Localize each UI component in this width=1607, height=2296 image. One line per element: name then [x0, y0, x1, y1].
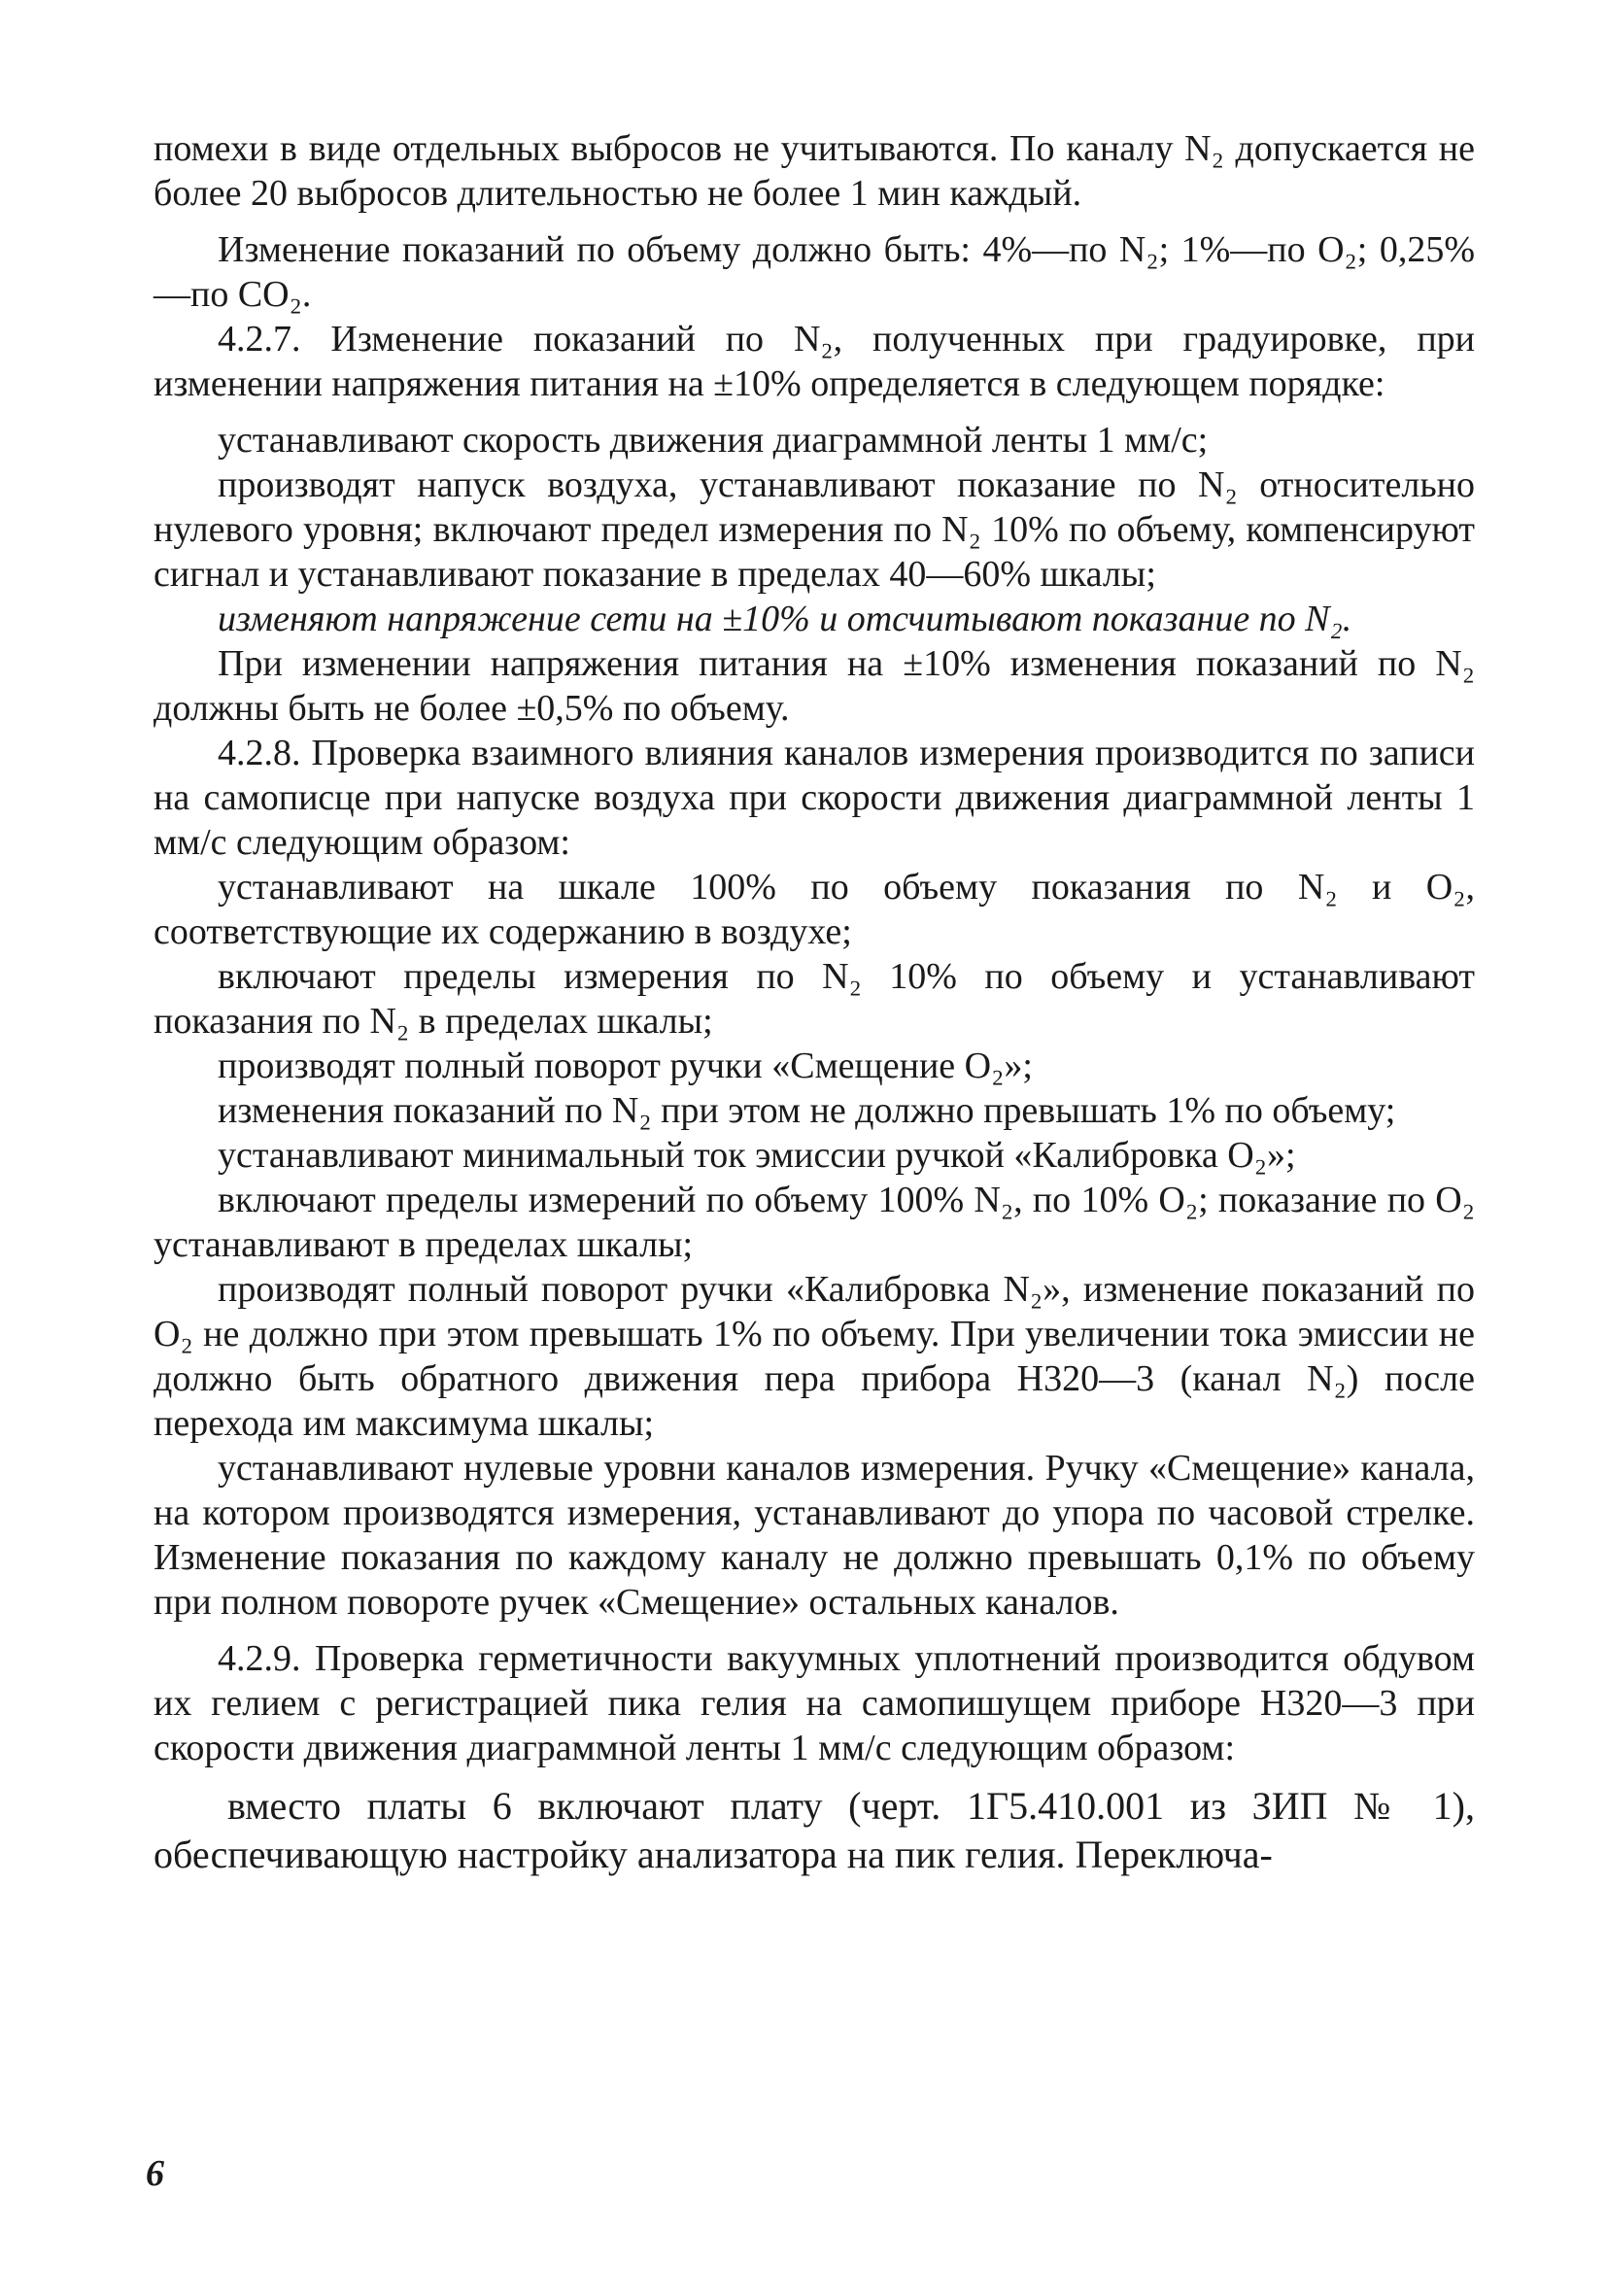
paragraph-plate-6: вместо платы 6 включают плату (черт. 1Г5.410.001 из ЗИП № 1), обеспечивающую настройку анализатора на пик гелия. Переключа- [154, 1784, 1475, 1876]
paragraph-voltage-result: При изменении напряжения питания на ±10% изменения показаний по N₂ должны быть не более ±0,5% по объему. [154, 643, 1475, 729]
list-item: изменяют напряжение сети на ±10% и отсчитывают показание по N₂. [218, 599, 1352, 639]
paragraph-continuation: помехи в виде отдельных выбросов не учитываются. По каналу N₂ допускается не более 20 выбросов длительностью не более 1 мин каждый. [154, 128, 1475, 214]
paragraph-4-2-7: 4.2.7. Изменение показаний по N₂, полученных при градуировке, при изменении напряжения питания на ±10% определяется в следующем порядке: [154, 319, 1475, 404]
paragraph-4-2-8: 4.2.8. Проверка взаимного влияния каналов измерения производится по записи на самописце при напуске воздуха при скорости движения диаграммной ленты 1 мм/с следующим образом: [154, 733, 1475, 863]
list-item: устанавливают скорость движения диаграммной ленты 1 мм/с; [218, 420, 1209, 461]
list-item: устанавливают на шкале 100% по объему показания по N₂ и O₂, соответствующие их содержанию в воздухе; [154, 867, 1475, 952]
page-number: 6 [146, 2153, 164, 2194]
list-item: включают пределы измерения по N₂ 10% по объему и устанавливают показания по N₂ в пределах шкалы; [154, 956, 1475, 1042]
list-item: производят полный поворот ручки «Смещение O₂»; [218, 1045, 1033, 1086]
list-item: производят полный поворот ручки «Калибровка N₂», изменение показаний по O₂ не должно при этом превышать 1% по объему. При увеличении тока эмиссии не должно быть обратного движения пера прибора Н320—3 (канал N₂) после перехода им максимума шкалы; [154, 1269, 1475, 1444]
paragraph-volume-change: Изменение показаний по объему должно быть: 4%—по N₂; 1%—по O₂; 0,25%—по CO₂. [154, 229, 1475, 315]
document-page [154, 126, 1475, 1879]
list-item: производят напуск воздуха, устанавливают показание по N₂ относительно нулевого уровня; включают предел измерения по N₂ 10% по объему, компенсируют сигнал и устанавливают показание в пределах 40—60% шкалы; [154, 464, 1475, 595]
list-item: изменения показаний по N₂ при этом не должно превышать 1% по объему; [218, 1090, 1396, 1131]
paragraph-4-2-9: 4.2.9. Проверка герметичности вакуумных уплотнений производится обдувом их гелием с регистрацией пика гелия на самопишущем приборе Н320—3 при скорости движения диаграммной ленты 1 мм/с следующим образом: [154, 1638, 1475, 1768]
list-item: включают пределы измерений по объему 100% N₂, по 10% O₂; показание по O₂ устанавливают в пределах шкалы; [154, 1180, 1475, 1265]
list-item: устанавливают минимальный ток эмиссии ручкой «Калибровка O₂»; [218, 1135, 1296, 1176]
list-item: устанавливают нулевые уровни каналов измерения. Ручку «Смещение» канала, на котором производятся измерения, устанавливают до упора по часовой стрелке. Изменение показания по каждому каналу не должно превышать 0,1% по объему при полном повороте ручек «Смещение» остальных каналов. [154, 1448, 1475, 1623]
